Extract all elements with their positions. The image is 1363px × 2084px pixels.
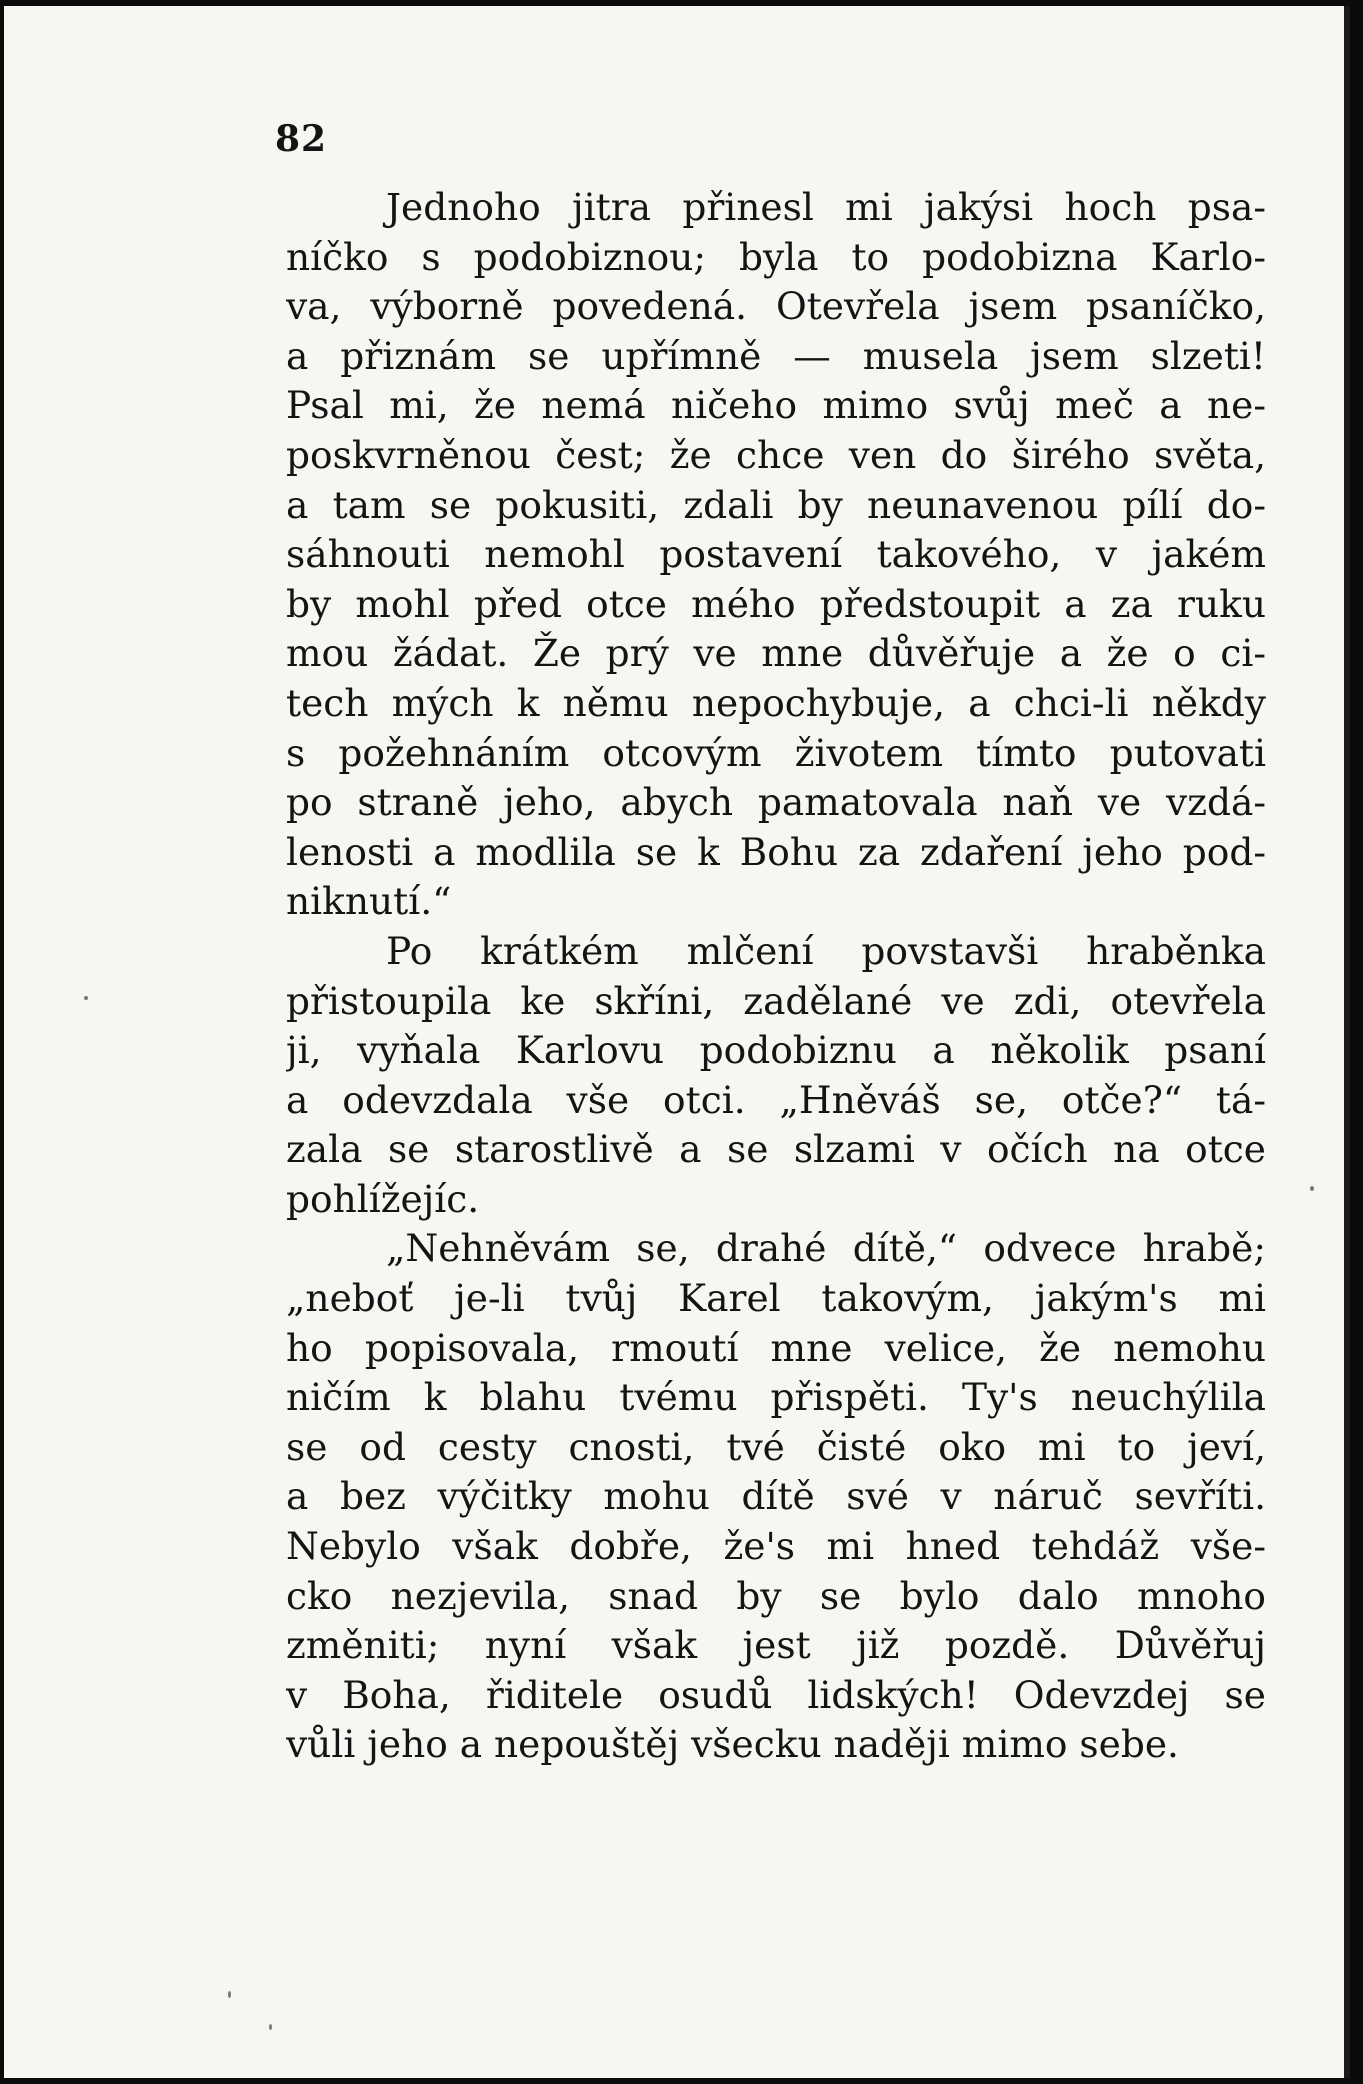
text-line: Po krátkém mlčení povstavši hraběnka xyxy=(386,928,1266,973)
text-line: s požehnáním otcovým životem tímto putovati xyxy=(286,730,1266,775)
text-line: se od cesty cnosti, tvé čisté oko mi to jeví, xyxy=(286,1424,1266,1469)
text-line: změniti; nyní však jest již pozdě. Důvěřuj xyxy=(286,1623,1266,1668)
text-line: pohlížejíc. xyxy=(286,1176,480,1221)
text-line: zala se starostlivě a se slzami v očích na otce xyxy=(286,1127,1266,1172)
text-line: niknutí.“ xyxy=(286,879,452,924)
paper-speck xyxy=(1310,1186,1314,1191)
paper-speck xyxy=(269,2024,272,2030)
text-line: po straně jeho, abych pamatovala naň ve vzdá- xyxy=(286,780,1266,825)
text-line: sáhnouti nemohl postavení takového, v jakém xyxy=(286,532,1266,577)
text-line: a odevzdala vše otci. „Hněváš se, otče?“ tá- xyxy=(286,1077,1266,1122)
text-line: a bez výčitky mohu dítě své v náruč sevříti. xyxy=(286,1474,1266,1519)
text-line: va, výborně povedená. Otevřela jsem psaníčko, xyxy=(286,284,1266,329)
text-line: vůli jeho a nepouštěj všecku naději mimo sebe. xyxy=(286,1722,1179,1767)
text-line: Psal mi, že nemá ničeho mimo svůj meč a ne- xyxy=(286,383,1266,428)
text-line: poskvrněnou čest; že chce ven do širého světa, xyxy=(286,432,1266,477)
paper-speck xyxy=(228,1991,231,1998)
text-line: cko nezjevila, snad by se bylo dalo mnoho xyxy=(286,1573,1266,1618)
text-line: a tam se pokusiti, zdali by neunavenou pílí do- xyxy=(286,482,1266,527)
text-line: mou žádat. Že prý ve mne důvěřuje a že o ci- xyxy=(286,631,1266,676)
text-line: ji, vyňala Karlovu podobiznu a několik psaní xyxy=(286,1028,1266,1073)
text-line: ničím k blahu tvému přispěti. Ty's neuchýlila xyxy=(286,1375,1266,1420)
body-text xyxy=(286,183,1266,1770)
book-page xyxy=(4,6,1350,2078)
paper-speck xyxy=(84,996,88,1000)
text-line: v Boha, řiditele osudů lidských! Odevzdej se xyxy=(286,1672,1266,1717)
text-line: lenosti a modlila se k Bohu za zdaření jeho pod- xyxy=(286,829,1266,874)
text-line: a přiznám se upřímně — musela jsem slzeti! xyxy=(286,333,1266,378)
text-line: by mohl před otce mého předstoupit a za ruku xyxy=(286,581,1266,626)
text-line: „Nehněvám se, drahé dítě,“ odvece hrabě; xyxy=(386,1226,1266,1271)
text-line: ho popisovala, rmoutí mne velice, že nemohu xyxy=(286,1325,1266,1370)
text-line: přistoupila ke skříni, zadělané ve zdi, otevřela xyxy=(286,978,1266,1023)
text-line: Nebylo však dobře, že's mi hned tehdáž vše- xyxy=(286,1524,1266,1569)
text-line: níčko s podobiznou; byla to podobizna Karlo- xyxy=(286,234,1266,279)
text-line: Jednoho jitra přinesl mi jakýsi hoch psa- xyxy=(386,185,1266,229)
text-line: „neboť je-li tvůj Karel takovým, jakým's mi xyxy=(286,1276,1266,1321)
text-line: tech mých k němu nepochybuje, a chci-li někdy xyxy=(286,680,1266,725)
page-number: 82 xyxy=(275,118,328,160)
